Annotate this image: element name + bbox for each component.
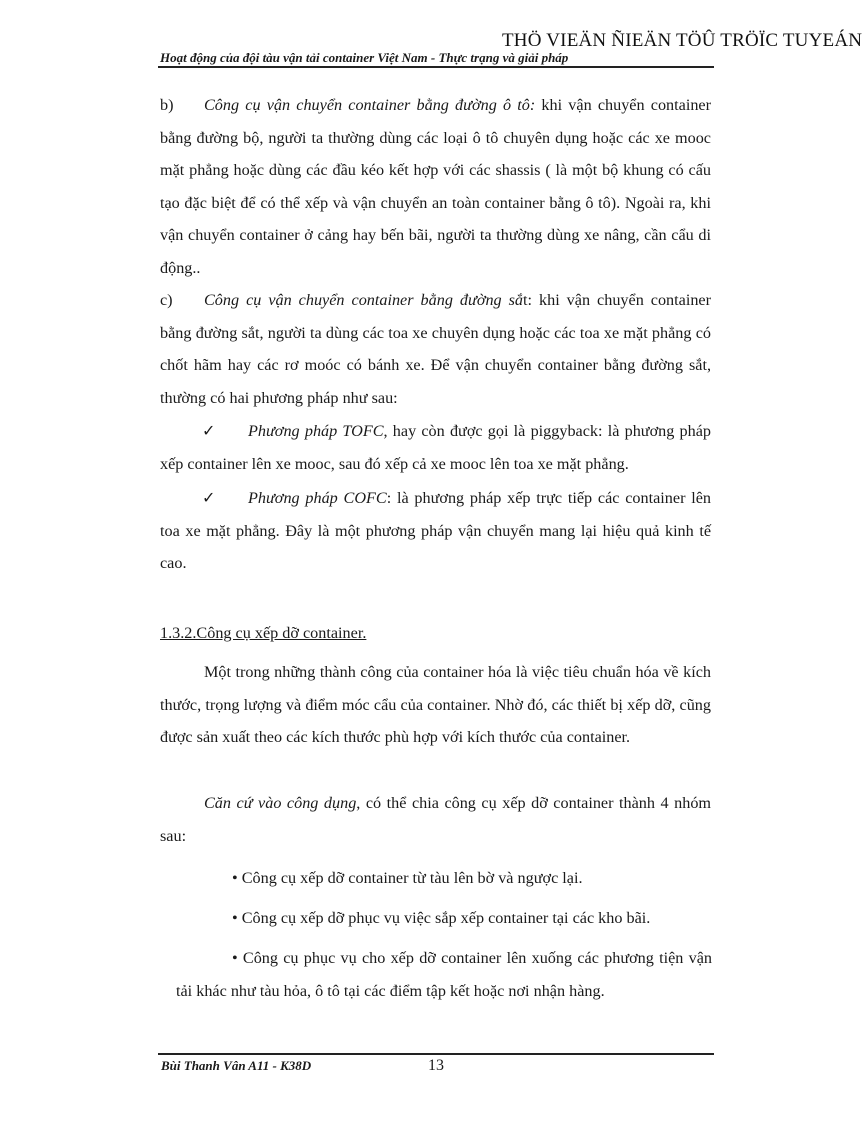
library-watermark: THÖ VIEÄN ÑIEÄN TÖÛ TRÖÏC TUYEÁN <box>502 30 862 51</box>
paragraph-road-transport <box>160 89 711 284</box>
rail-transport-term: Công cụ vận chuyển container bằng đường sắ <box>204 291 524 309</box>
footer-rule <box>158 1053 714 1055</box>
checkmark-icon: ✓ <box>202 489 216 507</box>
tofc-text: , hay còn được gọi là piggyback: là phương pháp xếp container lên xe mooc, sau đó xếp cả xe mooc lên toa xe mặt phẳng. <box>160 422 711 473</box>
paragraph-intro: Một trong những thành công của container hóa là việc tiêu chuẩn hóa về kích thước, trọng lượng và điểm móc cẩu của container. Nhờ đó, các thiết bị xếp dỡ, cũng được sản xuất theo các kích thước phù hợp với kích thước của container. <box>160 663 711 746</box>
cofc-term: Phương pháp COFC <box>248 489 387 507</box>
footer-author: Bùi Thanh Vân A11 - K38D <box>161 1058 312 1073</box>
usage-text: , có thể chia công cụ xếp dỡ container thành 4 nhóm sau: <box>160 794 711 845</box>
road-transport-term: Công cụ vận chuyển container bằng đường ô tô: <box>204 96 536 114</box>
header-rule <box>158 66 714 68</box>
paragraph-rail-transport <box>160 284 711 414</box>
list-item: • Công cụ phục vụ cho xếp dỡ container lên xuống các phương tiện vận tải khác như tàu hỏa, ô tô tại các điểm tập kết hoặc nơi nhận hàng. <box>176 949 712 1000</box>
tofc-term: Phương pháp TOFC <box>248 422 384 440</box>
road-transport-text: khi vận chuyển container bằng đường bộ, người ta thường dùng các loại ô tô chuyên dụng hoặc các xe mooc mặt phẳng hoặc dùng các đầu kéo kết hợp với các shassis ( là một bộ khung có cấu tạo đặc biệt để có thể xếp và vận chuyển an toàn container bằng ô tô). Ngoài ra, khi vận chuyển container ở cảng hay bến bãi, người ta thường dùng xe nâng, cần cẩu di động.. <box>160 96 711 277</box>
list-item: • Công cụ xếp dỡ phục vụ việc sắp xếp container tại các kho bãi. <box>232 909 651 927</box>
page-number: 13 <box>428 1057 444 1074</box>
section-heading: 1.3.2.Công cụ xếp dỡ container. <box>160 624 367 642</box>
running-header-title: Hoạt động của đội tàu vận tải container Việt Nam - Thực trạng và giải pháp <box>160 50 569 65</box>
cofc-text: : là phương pháp xếp trực tiếp các container lên toa xe mặt phẳng. Đây là một phương pháp vận chuyển mang lại hiệu quả kinh tế cao. <box>160 489 711 572</box>
method-tofc <box>160 415 711 480</box>
item-label-c: c) <box>160 291 173 309</box>
paragraph-usage <box>160 787 711 852</box>
list-item: • Công cụ xếp dỡ container từ tàu lên bờ và ngược lại. <box>232 869 583 887</box>
rail-transport-text: t: khi vận chuyển container bằng đường sắt, người ta dùng các toa xe chuyên dụng hoặc các toa xe mặt phẳng có chốt hãm hay các rơ moóc có bánh xe. Để vận chuyển container bằng đường sắt, thường có hai phương pháp như sau: <box>160 291 711 407</box>
method-cofc <box>160 482 711 580</box>
usage-term: Căn cứ vào công dụng <box>204 794 357 812</box>
checkmark-icon: ✓ <box>202 422 216 440</box>
item-label-b: b) <box>160 96 174 114</box>
